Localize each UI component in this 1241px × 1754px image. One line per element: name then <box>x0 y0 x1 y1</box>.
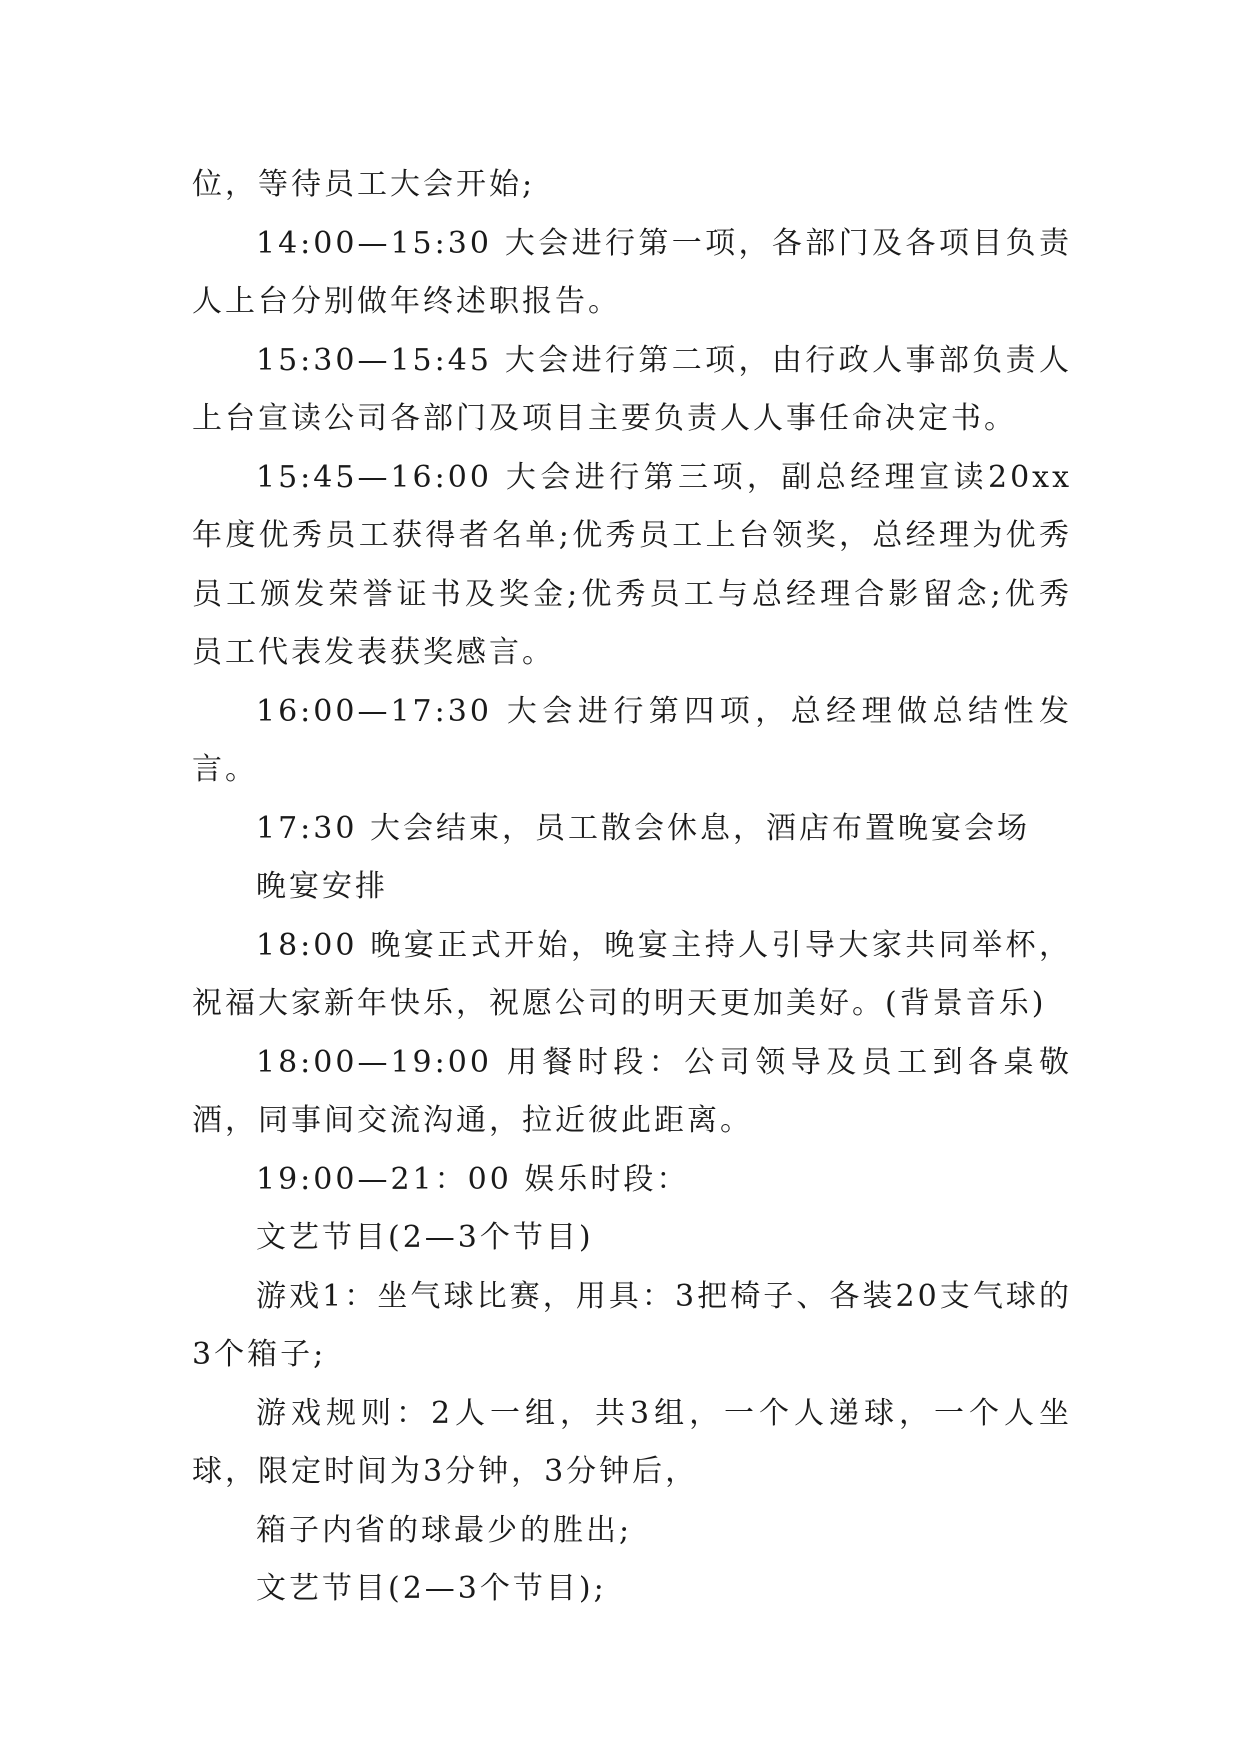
paragraph: 箱子内省的球最少的胜出; <box>256 1512 633 1548</box>
paragraph: 17:30 大会结束，员工散会休息，酒店布置晚宴会场 <box>256 810 1030 846</box>
paragraph: 游戏规则：2人一组，共3组，一个人递球，一个人坐球，限定时间为3分钟，3分钟后， <box>192 1395 1072 1489</box>
paragraph: 16:00—17:30 大会进行第四项，总经理做总结性发言。 <box>192 693 1072 787</box>
section-heading: 晚宴安排 <box>256 869 388 904</box>
paragraph: 18:00—19:00 用餐时段：公司领导及员工到各桌敬酒，同事间交流沟通，拉近彼此距离。 <box>192 1044 1072 1138</box>
paragraph: 14:00—15:30 大会进行第一项，各部门及各项目负责人上台分别做年终述职报告。 <box>192 225 1072 319</box>
paragraph: 游戏1：坐气球比赛，用具：3把椅子、各装20支气球的3个箱子; <box>192 1278 1072 1372</box>
document-body <box>192 156 1072 1619</box>
paragraph: 文艺节目(2—3个节目) <box>256 1220 594 1255</box>
paragraph: 18:00 晚宴正式开始，晚宴主持人引导大家共同举杯，祝福大家新年快乐，祝愿公司的明天更加美好。(背景音乐) <box>192 927 1072 1021</box>
paragraph: 文艺节目(2—3个节目); <box>256 1571 607 1606</box>
paragraph: 19:00—21：00 娱乐时段： <box>256 1161 690 1197</box>
paragraph: 15:45—16:00 大会进行第三项，副总经理宣读20xx年度优秀员工获得者名单;优秀员工上台领奖，总经理为优秀员工颁发荣誉证书及奖金;优秀员工与总经理合影留念;优秀员工代表发表获奖感言。 <box>192 459 1072 670</box>
paragraph: 15:30—15:45 大会进行第二项，由行政人事部负责人上台宣读公司各部门及项目主要负责人人事任命决定书。 <box>192 342 1072 436</box>
paragraph: 位，等待员工大会开始; <box>192 167 536 202</box>
